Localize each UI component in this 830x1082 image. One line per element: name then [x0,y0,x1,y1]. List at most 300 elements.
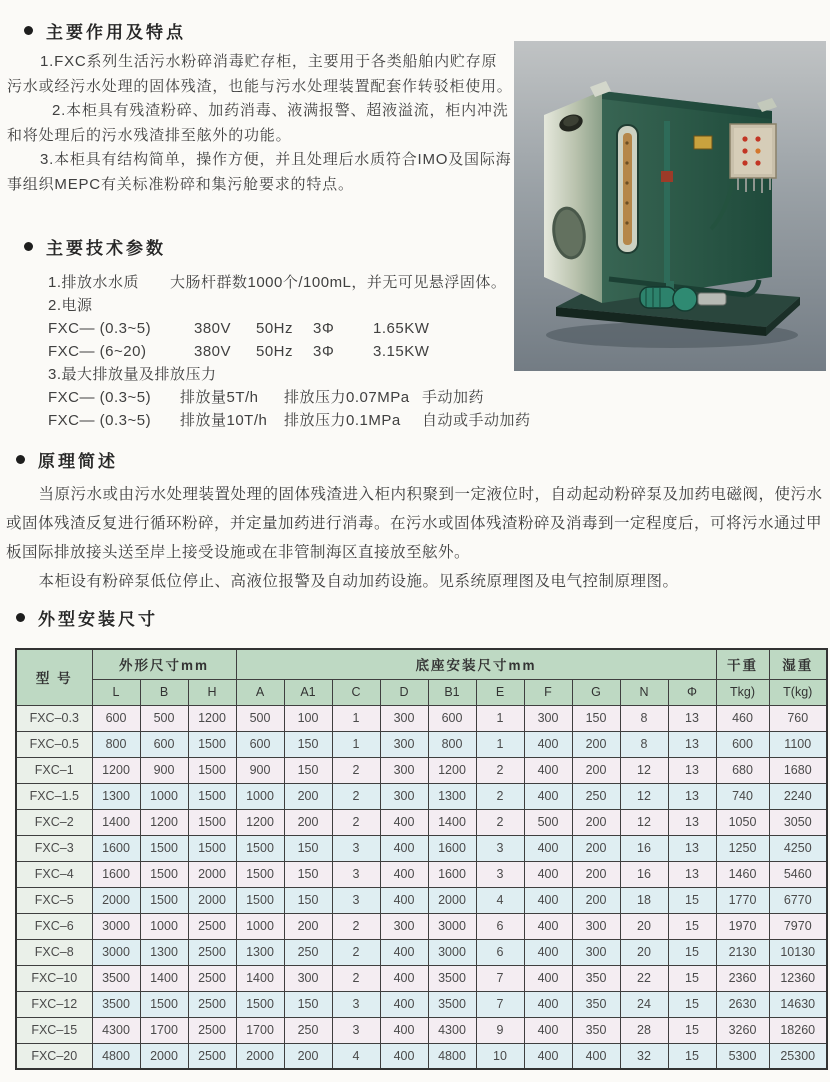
dimension-cell: 2500 [188,1017,236,1043]
dimension-cell: 3050 [769,809,827,835]
dimension-cell: 1600 [92,861,140,887]
dosing-mode: 手动加药 [422,389,485,406]
table-row [16,835,827,861]
dimension-cell: 28 [620,1017,668,1043]
dimension-cell: 2 [332,913,380,939]
dimension-cell: 2630 [716,991,769,1017]
col-header-wet-unit: T(kg) [769,679,827,705]
dimension-cell: 2000 [188,887,236,913]
dimension-cell: 680 [716,757,769,783]
col-header-B1: B1 [428,679,476,705]
dimension-cell: 1500 [140,835,188,861]
dimension-cell: 1500 [188,731,236,757]
dosing-mode: 自动或手动加药 [422,412,531,429]
dimension-cell: 3 [332,1017,380,1043]
dimension-cell: 3 [476,835,524,861]
principle-paragraphs [6,480,826,596]
dimension-cell: 200 [284,783,332,809]
dimension-cell: 300 [524,705,572,731]
model-cell: FXC–10 [16,965,92,991]
dimension-cell: 200 [572,861,620,887]
product-photo [514,41,826,371]
dimension-cell: 22 [620,965,668,991]
water-quality-line [48,271,531,294]
dimension-cell: 3 [332,887,380,913]
dimension-cell: 2 [332,783,380,809]
discharge-row [48,409,531,432]
model-cell: FXC–2 [16,809,92,835]
dimension-cell: 4800 [428,1043,476,1069]
col-header-C: C [332,679,380,705]
dimension-cell: 300 [572,913,620,939]
dimension-cell: 15 [668,965,716,991]
dimension-cell: 9 [476,1017,524,1043]
dimension-cell: 12 [620,783,668,809]
dimension-cell: 200 [572,809,620,835]
dimension-cell: 250 [284,1017,332,1043]
dimension-cell: 3000 [92,939,140,965]
dimension-cell: 18260 [769,1017,827,1043]
dimension-cell: 12360 [769,965,827,991]
dimension-cell: 2 [332,757,380,783]
name-plate [694,136,712,149]
bullet-icon [24,242,33,251]
col-header-model: 型 号 [16,649,92,705]
dimension-cell: 2500 [188,991,236,1017]
dimension-cell: 1000 [140,913,188,939]
col-header-outline: 外形尺寸mm [92,649,236,679]
bullet-icon [16,455,25,464]
dimension-cell: 400 [524,1043,572,1069]
dimension-cell: 150 [284,835,332,861]
tank-body [544,81,777,303]
voltage: 380V [194,320,232,337]
model-range: FXC— (0.3~5) [48,320,152,337]
dimension-cell: 800 [428,731,476,757]
dimension-cell: 25300 [769,1043,827,1069]
col-header-N: N [620,679,668,705]
model-cell: FXC–0.5 [16,731,92,757]
dimension-cell: 2000 [428,887,476,913]
model-range: FXC— (0.3~5) [48,412,152,429]
dimension-cell: 1200 [236,809,284,835]
dimension-cell: 2000 [92,887,140,913]
col-header-base: 底座安装尺寸mm [236,649,716,679]
dimension-cell: 400 [524,939,572,965]
model-cell: FXC–15 [16,1017,92,1043]
table-row [16,861,827,887]
table-row [16,887,827,913]
dimension-cell: 1500 [236,861,284,887]
dimension-cell: 300 [284,965,332,991]
dimension-cell: 150 [572,705,620,731]
table-row [16,913,827,939]
dimension-cell: 16 [620,861,668,887]
dimension-cell: 200 [284,913,332,939]
dimension-cell: 600 [140,731,188,757]
table-row [16,939,827,965]
discharge-rate: 排放量10T/h [180,412,268,429]
dimension-cell: 1500 [188,757,236,783]
dimension-cell: 18 [620,887,668,913]
dimension-cell: 1460 [716,861,769,887]
dimension-cell: 4300 [428,1017,476,1043]
model-cell: FXC–3 [16,835,92,861]
dimension-cell: 1300 [428,783,476,809]
dimension-cell: 2500 [188,965,236,991]
dimension-cell: 24 [620,991,668,1017]
dimension-cell: 600 [428,705,476,731]
dimension-cell: 1500 [188,809,236,835]
features-paragraph-2: 2.本柜具有残渣粉碎、加药消毒、液满报警、超液溢流，柜内冲洗和将处理后的污水残渣排至舷外的功能。 [7,102,509,144]
table-row [16,991,827,1017]
dimension-cell: 4250 [769,835,827,861]
dimension-cell: 400 [524,731,572,757]
dimension-cell: 400 [524,887,572,913]
dimension-cell: 400 [524,835,572,861]
dimension-cell: 1300 [140,939,188,965]
water-quality-value: 大肠杆群数1000个/100mL，并无可见悬浮固体。 [170,274,507,291]
model-cell: FXC–8 [16,939,92,965]
dimension-cell: 400 [380,809,428,835]
dimension-cell: 5300 [716,1043,769,1069]
dimension-cell: 400 [524,783,572,809]
dimension-cell: 1000 [140,783,188,809]
dimension-cell: 1500 [188,835,236,861]
dimension-cell: 3500 [92,965,140,991]
dimension-cell: 1970 [716,913,769,939]
model-cell: FXC–4 [16,861,92,887]
features-paragraphs [7,50,513,198]
dimension-cell: 15 [668,1017,716,1043]
col-header-E: E [476,679,524,705]
dimension-cell: 4 [476,887,524,913]
dimension-cell: 400 [524,861,572,887]
dimension-cell: 2360 [716,965,769,991]
dimension-cell: 1200 [188,705,236,731]
dimension-cell: 500 [524,809,572,835]
col-header-phi: Φ [668,679,716,705]
dimension-cell: 12 [620,757,668,783]
model-cell: FXC–1.5 [16,783,92,809]
table-row [16,809,827,835]
dimension-cell: 400 [572,1043,620,1069]
dimension-cell: 4 [332,1043,380,1069]
dimension-cell: 400 [380,1043,428,1069]
dimension-cell: 500 [236,705,284,731]
dimension-cell: 1200 [92,757,140,783]
dimension-cell: 300 [380,757,428,783]
dimension-cell: 2 [332,809,380,835]
principle-heading-text: 原理简述 [38,452,118,471]
col-header-dry-weight: 干重 [716,649,769,679]
dimension-cell: 4800 [92,1043,140,1069]
dimensions-heading [16,605,158,630]
dimension-cell: 1500 [140,991,188,1017]
frequency: 50Hz [256,343,294,360]
col-header-wet-weight: 湿重 [769,649,827,679]
col-header-A1: A1 [284,679,332,705]
col-header-G: G [572,679,620,705]
col-header-dry-unit: Tkg) [716,679,769,705]
dimension-cell: 900 [236,757,284,783]
discharge-label: 3.最大排放量及排放压力 [48,366,217,383]
dimension-cell: 500 [140,705,188,731]
dimension-cell: 200 [572,835,620,861]
dimension-cell: 2240 [769,783,827,809]
dimension-cell: 1400 [92,809,140,835]
dimension-cell: 900 [140,757,188,783]
dimension-cell: 1770 [716,887,769,913]
dimension-cell: 350 [572,991,620,1017]
dimension-cell: 3 [332,835,380,861]
power-rating: 3.15KW [373,343,430,360]
dimension-cell: 6 [476,913,524,939]
model-range: FXC— (6~20) [48,343,147,360]
dimension-cell: 400 [380,965,428,991]
dimension-cell: 13 [668,757,716,783]
dimension-cell: 13 [668,835,716,861]
phase: 3Φ [313,320,335,337]
tech-params-heading-text: 主要技术参数 [46,239,166,258]
dimension-cell: 150 [284,991,332,1017]
dimension-cell: 600 [716,731,769,757]
dimension-cell: 1200 [140,809,188,835]
dimension-cell: 300 [572,939,620,965]
dimension-cell: 600 [236,731,284,757]
dimension-cell: 32 [620,1043,668,1069]
principle-heading [16,447,118,472]
dimension-cell: 1000 [236,783,284,809]
dimension-cell: 2130 [716,939,769,965]
dimension-cell: 400 [380,1017,428,1043]
discharge-pressure: 排放压力0.1MPa [284,412,401,429]
dimension-cell: 1200 [428,757,476,783]
dimension-cell: 400 [380,939,428,965]
dimension-cell: 1500 [140,861,188,887]
discharge-pressure: 排放压力0.07MPa [284,389,410,406]
power-rating: 1.65KW [373,320,430,337]
dimension-cell: 20 [620,913,668,939]
dimension-cell: 1 [332,731,380,757]
dimension-cell: 1100 [769,731,827,757]
dimension-cell: 13 [668,705,716,731]
dimension-cell: 200 [572,757,620,783]
tech-params-heading [24,234,166,259]
dimension-cell: 3500 [92,991,140,1017]
dimension-cell: 2 [332,965,380,991]
dimension-cell: 250 [284,939,332,965]
dimension-cell: 1400 [428,809,476,835]
dimension-cell: 400 [380,861,428,887]
features-paragraph-1: 1.FXC系列生活污水粉碎消毒贮存柜，主要用于各类船舶内贮存原污水或经污水处理的固体残渣，也能与污水处理装置配套作转驳柜使用。 [7,53,513,95]
sub-header-row [16,679,827,705]
bullet-icon [16,613,25,622]
dimension-cell: 600 [92,705,140,731]
features-heading [24,18,186,43]
dimension-cell: 1000 [236,913,284,939]
dimension-cell: 1300 [92,783,140,809]
dimension-cell: 250 [572,783,620,809]
dimension-cell: 8 [620,705,668,731]
table-row [16,783,827,809]
dimension-cell: 6770 [769,887,827,913]
dimension-cell: 14630 [769,991,827,1017]
col-header-F: F [524,679,572,705]
tech-params-body [48,271,531,432]
dimension-cell: 460 [716,705,769,731]
dimension-cell: 200 [572,731,620,757]
dimension-cell: 3000 [428,913,476,939]
dimension-cell: 400 [380,991,428,1017]
table-row [16,757,827,783]
dimension-cell: 2500 [188,913,236,939]
dimension-cell: 10130 [769,939,827,965]
dimension-cell: 3260 [716,1017,769,1043]
dimension-cell: 3500 [428,991,476,1017]
dimension-cell: 10 [476,1043,524,1069]
dimension-cell: 15 [668,1043,716,1069]
dimension-cell: 150 [284,861,332,887]
dimension-cell: 300 [380,783,428,809]
dimension-cell: 2500 [188,1043,236,1069]
power-row [48,317,531,340]
table-row [16,705,827,731]
discharge-row [48,386,531,409]
power-label: 2.电源 [48,297,93,314]
col-header-A: A [236,679,284,705]
dimension-cell: 8 [620,731,668,757]
dimension-cell: 200 [284,809,332,835]
dimension-cell: 400 [380,835,428,861]
dimension-cell: 350 [572,1017,620,1043]
product-photo-image [514,41,826,371]
water-quality-label: 1.排放水水质 [48,274,140,291]
dimension-cell: 12 [620,809,668,835]
dimension-cell: 1 [476,731,524,757]
dimension-cell: 3000 [428,939,476,965]
dimension-cell: 300 [380,731,428,757]
dimension-cell: 1680 [769,757,827,783]
dimension-cell: 2000 [236,1043,284,1069]
phase: 3Φ [313,343,335,360]
dimension-cell: 15 [668,913,716,939]
principle-paragraph-1: 当原污水或由污水处理装置处理的固体残渣进入柜内积聚到一定液位时，自动起动粉碎泵及加药电磁阀，使污水或固体残渣反复进行循环粉碎，并定量加药进行消毒。在污水或固体残渣粉碎及消毒到一定程度后，可将污水通过甲板国际排放接头送至岸上接受设施或在非管制海区直接放至舷外。 [6,486,823,561]
dimension-cell: 13 [668,783,716,809]
dimension-cell: 5460 [769,861,827,887]
model-cell: FXC–5 [16,887,92,913]
model-cell: FXC–6 [16,913,92,939]
dimension-cell: 1700 [236,1017,284,1043]
dimension-cell: 150 [284,757,332,783]
dimension-cell: 3 [332,991,380,1017]
dimension-cell: 2500 [188,939,236,965]
principle-paragraph-2: 本柜设有粉碎泵低位停止、高液位报警及自动加药设施。见系统原理图及电气控制原理图。 [38,573,679,590]
level-gauge [617,125,638,253]
dimension-cell: 1600 [92,835,140,861]
dimension-cell: 13 [668,809,716,835]
model-cell: FXC–12 [16,991,92,1017]
table-row [16,1017,827,1043]
table-row [16,965,827,991]
dimension-cell: 760 [769,705,827,731]
col-header-D: D [380,679,428,705]
dimension-cell: 1600 [428,835,476,861]
dimension-cell: 800 [92,731,140,757]
dimension-cell: 3 [332,861,380,887]
dimension-cell: 200 [284,1043,332,1069]
model-range: FXC— (0.3~5) [48,389,152,406]
dimension-cell: 3 [476,861,524,887]
power-row [48,340,531,363]
bullet-icon [24,26,33,35]
dimension-cell: 2000 [140,1043,188,1069]
dimensions-table [15,648,828,1070]
dimension-cell: 400 [380,887,428,913]
col-header-B: B [140,679,188,705]
dimension-cell: 3000 [92,913,140,939]
dimension-cell: 7 [476,991,524,1017]
dimension-cell: 1500 [236,835,284,861]
dimension-cell: 350 [572,965,620,991]
dimension-cell: 150 [284,887,332,913]
group-header-row [16,649,827,679]
dimension-cell: 2000 [188,861,236,887]
dimensions-table-body [16,705,827,1069]
discharge-rate: 排放量5T/h [180,389,259,406]
dimension-cell: 20 [620,939,668,965]
dimension-cell: 400 [524,965,572,991]
dimension-cell: 400 [524,757,572,783]
dimension-cell: 1500 [188,783,236,809]
dimension-cell: 3500 [428,965,476,991]
dimension-cell: 6 [476,939,524,965]
dimension-cell: 1300 [236,939,284,965]
dimension-cell: 1500 [140,887,188,913]
dimension-cell: 100 [284,705,332,731]
dimension-cell: 400 [524,991,572,1017]
model-cell: FXC–1 [16,757,92,783]
dimension-cell: 1050 [716,809,769,835]
dimension-cell: 16 [620,835,668,861]
dimension-cell: 4300 [92,1017,140,1043]
dimension-cell: 15 [668,991,716,1017]
dimension-cell: 1700 [140,1017,188,1043]
dimension-cell: 2 [476,809,524,835]
dimension-cell: 13 [668,861,716,887]
dimension-cell: 1 [332,705,380,731]
voltage: 380V [194,343,232,360]
dimension-cell: 1400 [236,965,284,991]
dimension-cell: 2 [476,783,524,809]
dimension-cell: 1 [476,705,524,731]
dimension-cell: 1250 [716,835,769,861]
dimension-cell: 13 [668,731,716,757]
table-row [16,1043,827,1069]
dimension-cell: 150 [284,731,332,757]
dimension-cell: 1500 [236,887,284,913]
dimension-cell: 15 [668,939,716,965]
model-cell: FXC–20 [16,1043,92,1069]
features-paragraph-3: 3.本柜具有结构简单，操作方便，并且处理后水质符合IMO及国际海事组织MEPC有关标准粉碎和集污舱要求的特点。 [7,151,512,193]
dimension-cell: 2 [476,757,524,783]
dimension-cell: 1600 [428,861,476,887]
dimension-cell: 400 [524,913,572,939]
dimension-cell: 7970 [769,913,827,939]
dimension-cell: 1500 [236,991,284,1017]
col-header-H: H [188,679,236,705]
features-heading-text: 主要作用及特点 [46,23,186,42]
